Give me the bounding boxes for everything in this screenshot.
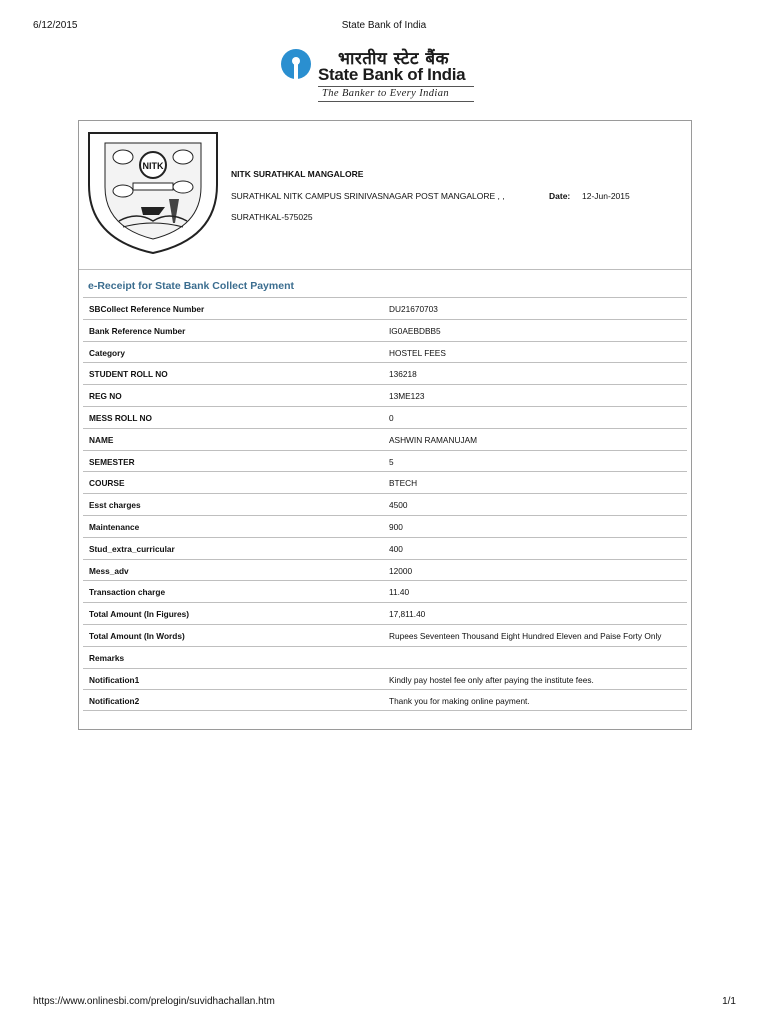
sbi-hindi-name: भारतीय स्टेट बैंक bbox=[338, 49, 450, 69]
row-value: BTECH bbox=[389, 478, 418, 489]
table-row bbox=[83, 297, 687, 319]
row-label: Transaction charge bbox=[89, 587, 166, 598]
table-row bbox=[83, 559, 687, 581]
row-value: 400 bbox=[389, 543, 403, 554]
table-row bbox=[83, 428, 687, 450]
table-row bbox=[83, 580, 687, 602]
institution-pin: SURATHKAL-575025 bbox=[231, 212, 313, 222]
row-label: REG NO bbox=[89, 391, 122, 402]
table-row bbox=[83, 537, 687, 559]
row-value: 0 bbox=[389, 412, 394, 423]
row-label: STUDENT ROLL NO bbox=[89, 369, 168, 380]
institution-address: SURATHKAL NITK CAMPUS SRINIVASNAGAR POST MANGALORE , , bbox=[231, 191, 505, 201]
row-label: MESS ROLL NO bbox=[89, 412, 153, 423]
row-value: Rupees Seventeen Thousand Eight Hundred Eleven and Paise Forty Only bbox=[389, 630, 662, 641]
row-label: SEMESTER bbox=[89, 456, 135, 467]
row-value: DU21670703 bbox=[389, 304, 438, 314]
table-row bbox=[83, 646, 687, 668]
row-value: HOSTEL FEES bbox=[389, 347, 446, 358]
row-label: COURSE bbox=[89, 478, 125, 489]
table-row bbox=[83, 602, 687, 624]
section-divider bbox=[79, 269, 691, 270]
row-label: Total Amount (In Words) bbox=[89, 630, 185, 641]
row-value: 5 bbox=[389, 456, 394, 467]
row-label: Remarks bbox=[89, 652, 125, 663]
row-value: Kindly pay hostel fee only after paying the institute fees. bbox=[389, 674, 594, 685]
table-row bbox=[83, 406, 687, 428]
row-label: Category bbox=[89, 347, 125, 358]
table-row bbox=[83, 689, 687, 711]
row-value: 17,811.40 bbox=[389, 609, 426, 620]
print-page-number: 1/1 bbox=[722, 996, 736, 1007]
date-value: 12-Jun-2015 bbox=[582, 191, 630, 201]
receipt-table bbox=[83, 297, 687, 711]
row-value: 13ME123 bbox=[389, 391, 425, 402]
row-value: IG0AEBDBB5 bbox=[389, 325, 441, 336]
row-value: ASHWIN RAMANUJAM bbox=[389, 434, 478, 445]
row-value: 900 bbox=[389, 521, 403, 532]
receipt-frame bbox=[78, 120, 692, 730]
date-label: Date: bbox=[549, 191, 571, 201]
table-row bbox=[83, 471, 687, 493]
sbi-logo bbox=[280, 44, 480, 104]
row-label: NAME bbox=[89, 434, 114, 445]
table-row bbox=[83, 341, 687, 363]
row-value: 12000 bbox=[389, 565, 413, 576]
row-label: Maintenance bbox=[89, 521, 140, 532]
row-value: 136218 bbox=[389, 369, 417, 380]
row-label: Notification2 bbox=[89, 696, 140, 707]
table-row bbox=[83, 450, 687, 472]
table-row bbox=[83, 668, 687, 690]
table-row bbox=[83, 319, 687, 341]
table-row bbox=[83, 384, 687, 406]
sbi-tagline: The Banker to Every Indian bbox=[322, 88, 450, 99]
row-label: Bank Reference Number bbox=[89, 325, 186, 336]
row-label: Total Amount (In Figures) bbox=[89, 609, 190, 620]
row-label: Esst charges bbox=[89, 500, 141, 511]
print-page-title: State Bank of India bbox=[341, 20, 427, 31]
receipt-title: e-Receipt for State Bank Collect Payment bbox=[88, 280, 294, 292]
logo-divider bbox=[318, 101, 474, 102]
print-date: 6/12/2015 bbox=[33, 20, 78, 31]
row-label: Stud_extra_curricular bbox=[89, 543, 175, 554]
row-value: 4500 bbox=[389, 500, 408, 511]
row-value: 11.40 bbox=[389, 587, 410, 598]
sbi-english-name: State Bank of India bbox=[318, 65, 466, 84]
row-label: SBCollect Reference Number bbox=[89, 304, 205, 314]
table-row bbox=[83, 493, 687, 515]
row-value: Thank you for making online payment. bbox=[389, 696, 530, 707]
table-row bbox=[83, 515, 687, 537]
nitk-crest-icon bbox=[83, 127, 223, 257]
sbi-keyhole-icon bbox=[280, 48, 312, 80]
svg-text:NITK: NITK bbox=[142, 161, 164, 171]
institution-name: NITK SURATHKAL MANGALORE bbox=[231, 169, 364, 179]
table-row bbox=[83, 624, 687, 646]
row-label: Notification1 bbox=[89, 674, 140, 685]
print-footer-url[interactable]: https://www.onlinesbi.com/prelogin/suvidhachallan.htm bbox=[33, 996, 275, 1007]
logo-divider bbox=[318, 86, 474, 87]
row-label: Mess_adv bbox=[89, 565, 129, 576]
table-row bbox=[83, 362, 687, 384]
